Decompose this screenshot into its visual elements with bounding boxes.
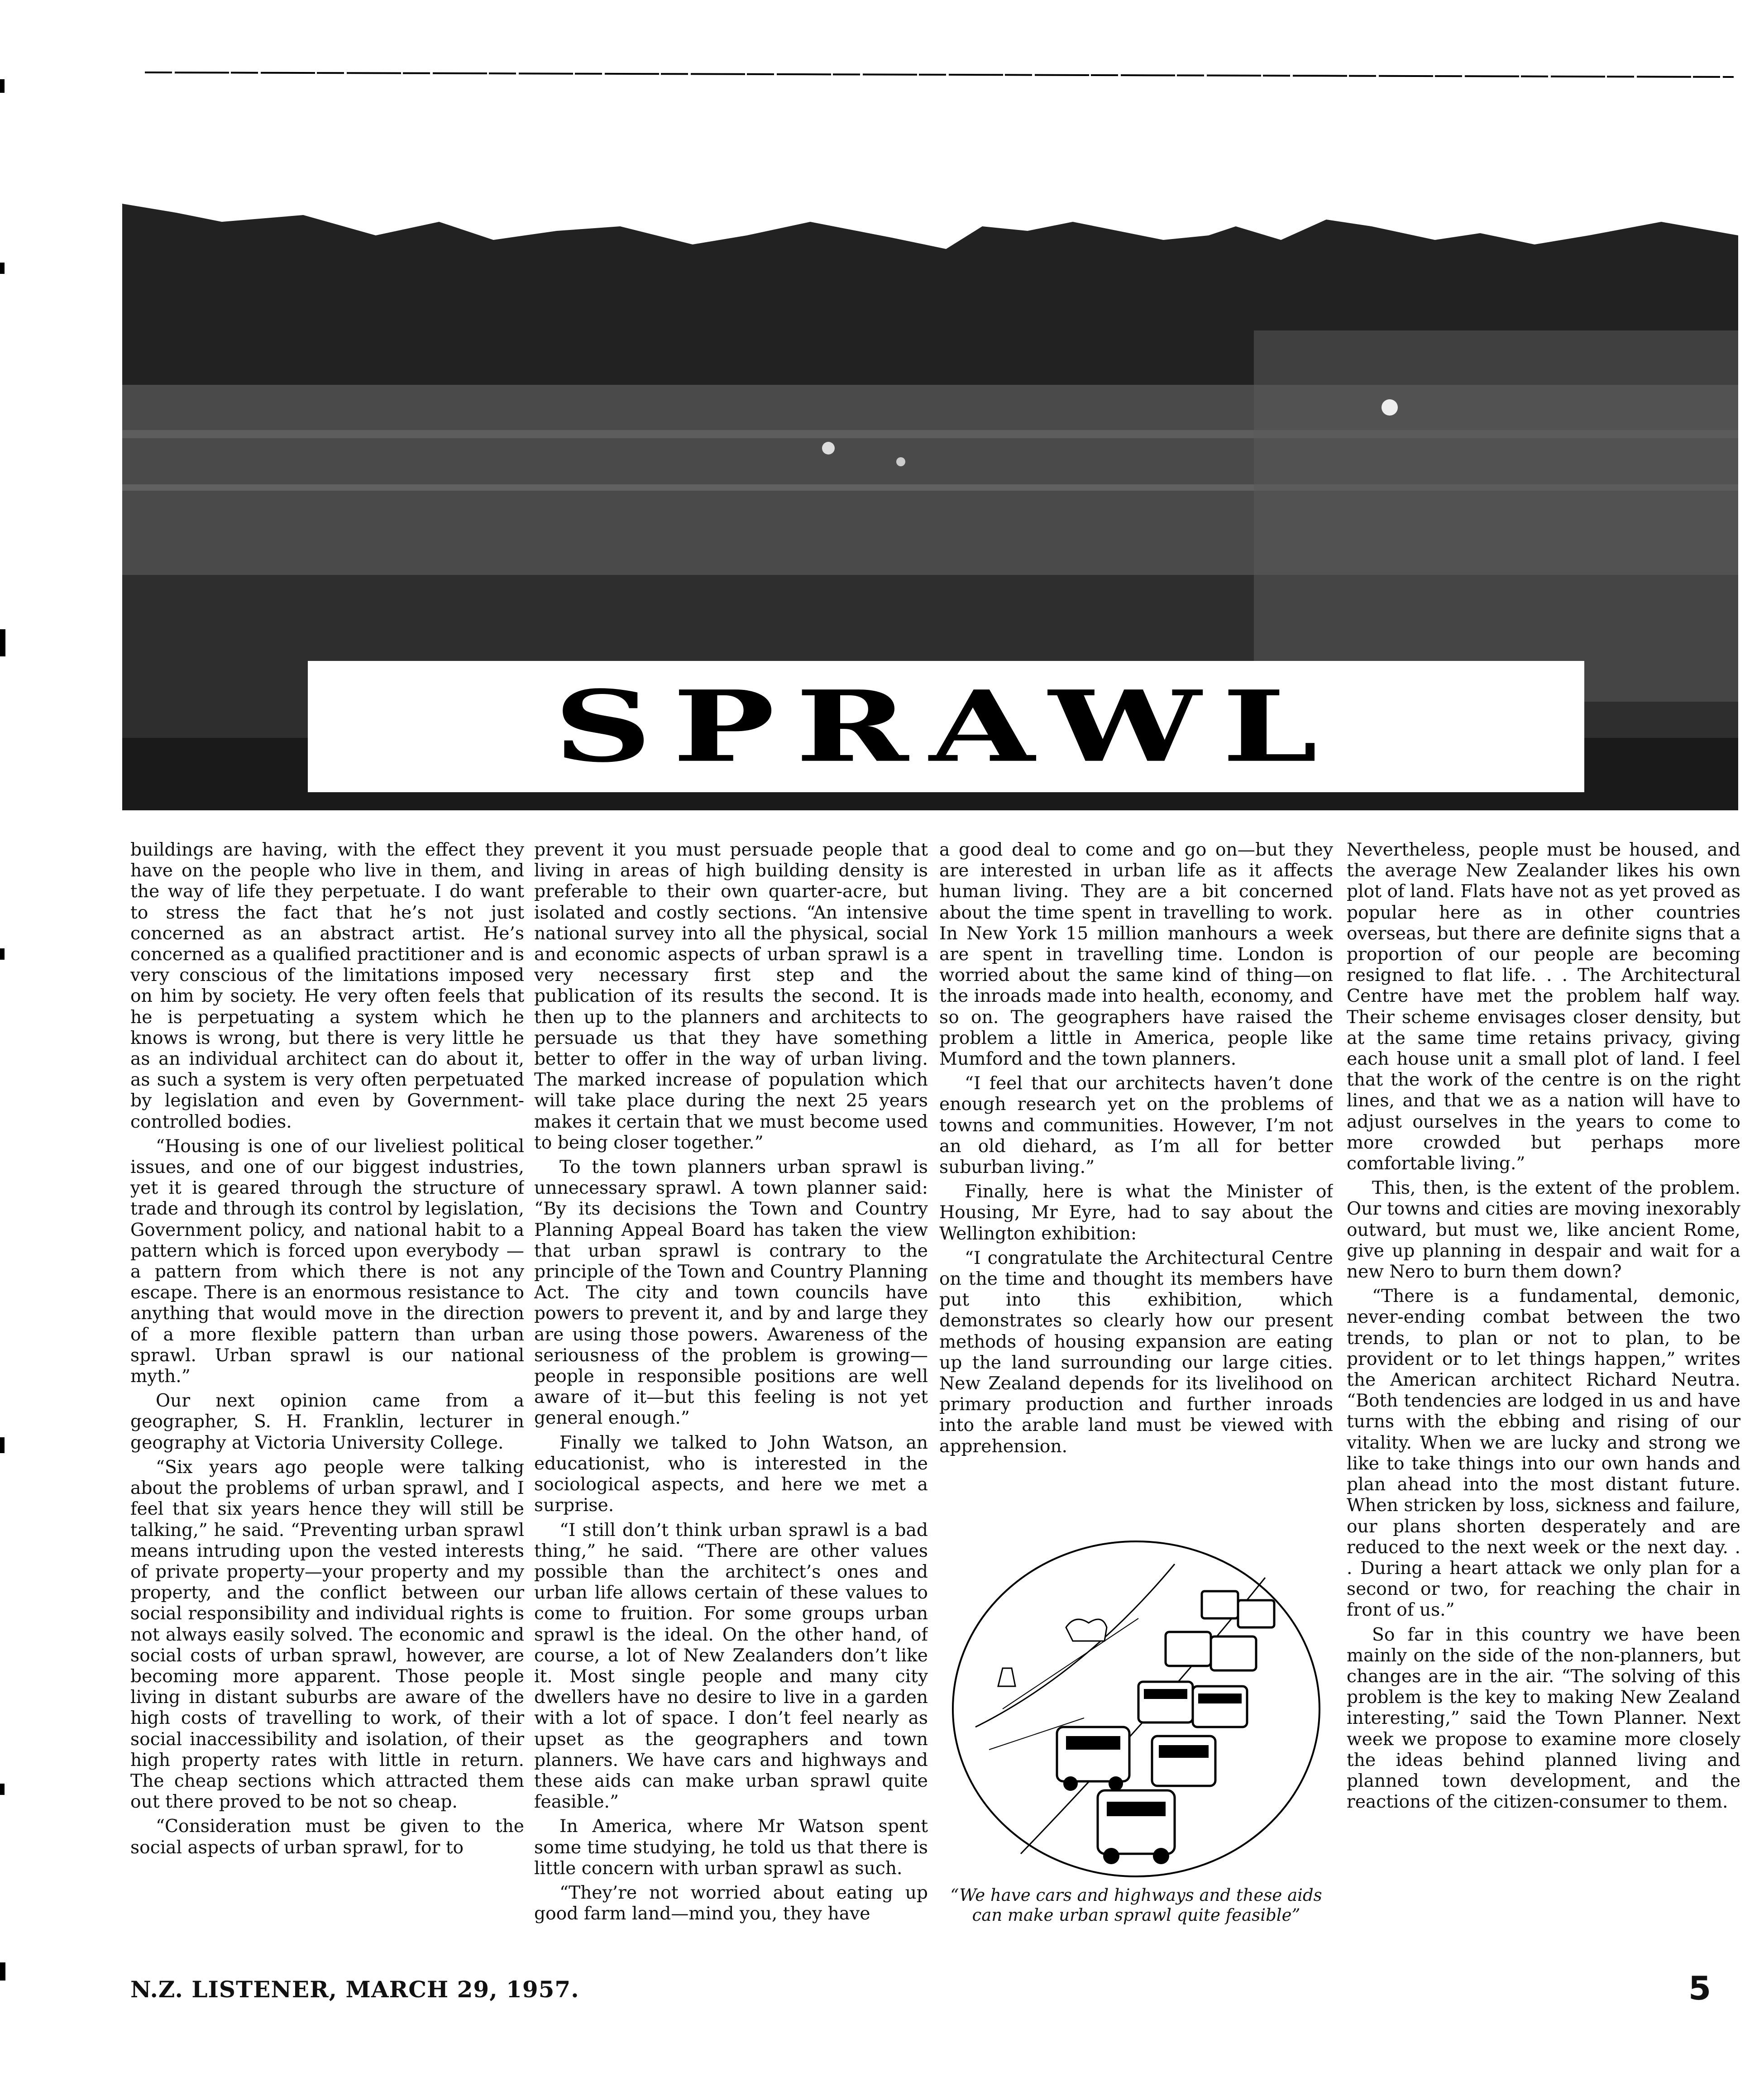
- paragraph: This, then, is the extent of the problem. Our towns and cities are moving inexorably outward, but must we, like ancient Rome, give up planning in despair and wait for a new Nero to burn them down?: [1347, 1178, 1740, 1282]
- paragraph: Finally we talked to John Watson, an educationist, who is interested in the sociological aspects, and here we met a surprise.: [534, 1432, 928, 1516]
- cartoon-caption: “We have cars and highways and these aids can make urban sprawl quite feasible”: [950, 1885, 1322, 1925]
- page-number: 5: [1688, 1969, 1711, 2007]
- article-column-2: [534, 840, 928, 1935]
- article-column-1: [130, 840, 524, 1935]
- paragraph: In America, where Mr Watson spent some time studying, he told us that there is little concern with urban sprawl as such.: [534, 1816, 928, 1879]
- title-banner: [308, 661, 1584, 792]
- page-title: SPRAWL: [554, 669, 1339, 784]
- paragraph: Finally, here is what the Minister of Housing, Mr Eyre, had to say about the Wellington exhibition:: [939, 1182, 1333, 1244]
- publication-footer: N.Z. LISTENER, MARCH 29, 1957.: [130, 1976, 579, 2003]
- paragraph: “There is a fundamental, demonic, never-ending combat between the two trends, to plan or not to plan, to be provident or to let things happen,” writes the American architect Richard Neutra. “Both tendencies are lodged in us and have turns with the ebbing and rising of our vitality. When we are lucky and strong we like to take things into our own hands and plan ahead into the most distant future. When stricken by loss, sickness and failure, our plans shorten desperately and are reduced to the next week or the next day. . . During a heart attack we only plan for a second or two, for reaching the chair in front of us.”: [1347, 1286, 1740, 1621]
- cartoon-illustration: [948, 1537, 1324, 1881]
- paragraph: prevent it you must persuade people that living in areas of high building density is preferable to their own quarter-acre, but isolated and costly sections. “An intensive national survey into all the physical, social and economic aspects of urban sprawl is a very necessary first step and the publication of its results the second. It is then up to the planners and architects to persuade us that they have something better to offer in the way of urban living. The marked increase of population which will take place during the next 25 years makes it certain that we must become used to being closer together.”: [534, 840, 928, 1153]
- paragraph: buildings are having, with the effect they have on the people who live in them, and the way of life they perpetuate. I do want to stress the fact that he’s not just concerned as an abstract artist. He’s concerned as a qualified practitioner and is very conscious of the limitations imposed on him by society. He very often feels that he is perpetuating a system which he knows is wrong, but there is very little he as an individual architect can do about it, as such a system is very often perpetuated by legislation and even by Government-controlled bodies.: [130, 840, 524, 1132]
- article-column-4: [1347, 840, 1740, 1935]
- paragraph: To the town planners urban sprawl is unnecessary sprawl. A town planner said: “By its decisions the Town and Country Planning Appeal Board has taken the view that urban sprawl is contrary to the principle of the Town and Country Planning Act. The city and town councils have powers to prevent it, and by and large they are using those powers. Awareness of the seriousness of the problem is growing—people in responsible positions are well aware of it—but this feeling is not yet general enough.”: [534, 1157, 928, 1429]
- paragraph: “Six years ago people were talking about the problems of urban sprawl, and I feel that six years hence they will still be talking,” he said. “Preventing urban sprawl means intruding upon the vested interests of private property—your property and my property, and the conflict between our social responsibility and individual rights is not always easily solved. The economic and social costs of urban sprawl, however, are becoming more apparent. Those people living in distant suburbs are aware of the high costs of travelling to work, of their social inaccessibility and isolation, of their high property rates with little in return. The cheap sections which attracted them out there proved to be not so cheap.: [130, 1457, 524, 1813]
- paragraph: “They’re not worried about eating up good farm land—mind you, they have: [534, 1882, 928, 1924]
- paragraph: Our next opinion came from a geographer, S. H. Franklin, lecturer in geography at Victoria University College.: [130, 1391, 524, 1453]
- paragraph: a good deal to come and go on—but they are interested in urban life as it affects human living. They are a bit concerned about the time spent in travelling to work. In New York 15 million manhours a week are spent in travelling time. London is worried about the same kind of thing—on the inroads made into health, economy, and so on. The geographers have raised the problem a little in America, people like Mumford and the town planners.: [939, 840, 1333, 1070]
- traffic-cartoon: [948, 1537, 1324, 1881]
- top-rule: [0, 0, 1764, 136]
- margin-marks: [0, 0, 18, 2086]
- paragraph: “I congratulate the Architectural Centre on the time and thought its members have put into this exhibition, which demonstrates so clearly how our present methods of housing expansion are eating up the land surrounding our large cities. New Zealand depends for its livelihood on primary production and further inroads into the arable land must be viewed with apprehension.: [939, 1248, 1333, 1457]
- paragraph: “I still don’t think urban sprawl is a bad thing,” he said. “There are other values possible than the architect’s ones and urban life allows certain of these values to come to fruition. For some groups urban sprawl is the ideal. On the other hand, of course, a lot of New Zealanders don’t like it. Most single people and many city dwellers have no desire to live in a garden with a lot of space. I don’t feel nearly as upset as the geographers and town planners. We have cars and highways and these aids can make urban sprawl quite feasible.”: [534, 1520, 928, 1813]
- paragraph: Nevertheless, people must be housed, and the average New Zealander likes his own plot of land. Flats have not as yet proved as popular here as in other countries overseas, but there are definite signs that a proportion of our people are becoming resigned to flat life. . . The Architectural Centre have met the problem half way. Their scheme envisages closer density, but at the same time retains privacy, giving each house unit a small plot of land. I feel that the work of the centre is on the right lines, and that we as a nation will have to adjust ourselves in the years to come to more crowded but perhaps more comfortable living.”: [1347, 840, 1740, 1174]
- paragraph: “I feel that our architects haven’t done enough research yet on the problems of towns and communities. However, I’m not an old diehard, as I’m all for better suburban living.”: [939, 1073, 1333, 1178]
- article-column-3: [939, 840, 1333, 1510]
- paragraph: So far in this country we have been mainly on the side of the non-planners, but changes are in the air. “The solving of this problem is the key to making New Zealand interesting,” said the Town Planner. Next week we propose to examine more closely the ideas behind planned living and planned town development, and the reactions of the citizen-consumer to them.: [1347, 1624, 1740, 1813]
- paragraph: “Housing is one of our liveliest political issues, and one of our biggest industries, yet it is geared through the structure of trade and through its control by legislation, Government policy, and national habit to a pattern which is forced upon everybody — a pattern from which there is not any escape. There is an enormous resistance to anything that would move in the direction of a more flexible pattern than urban sprawl. Urban sprawl is our national myth.”: [130, 1136, 524, 1387]
- paragraph: “Consideration must be given to the social aspects of urban sprawl, for to: [130, 1816, 524, 1858]
